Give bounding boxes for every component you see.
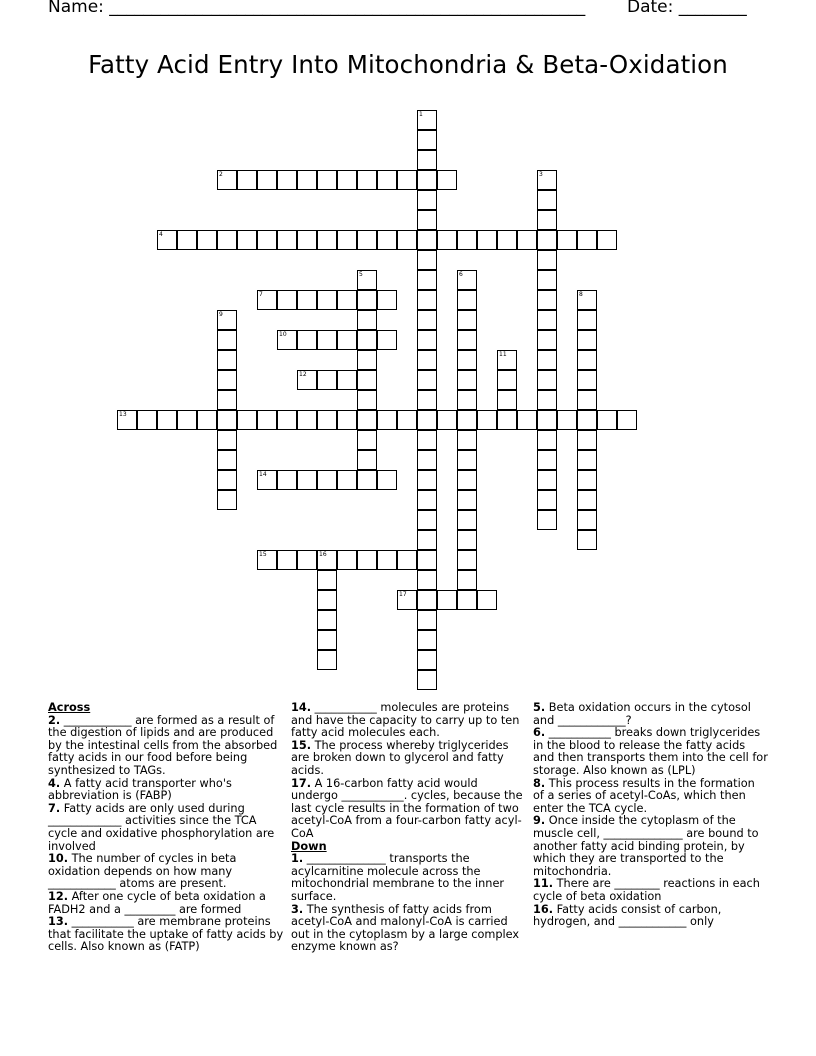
crossword-cell[interactable] xyxy=(257,170,277,190)
crossword-cell[interactable] xyxy=(497,390,517,410)
crossword-cell[interactable] xyxy=(237,410,257,430)
crossword-cell[interactable] xyxy=(457,230,477,250)
crossword-cell[interactable] xyxy=(157,230,177,250)
crossword-cell[interactable] xyxy=(337,370,357,390)
crossword-cell[interactable] xyxy=(417,170,437,190)
crossword-cell[interactable] xyxy=(537,310,557,330)
crossword-cell[interactable] xyxy=(457,510,477,530)
crossword-cell[interactable] xyxy=(197,410,217,430)
crossword-cell[interactable] xyxy=(457,390,477,410)
crossword-cell[interactable] xyxy=(457,430,477,450)
crossword-cell[interactable] xyxy=(417,650,437,670)
crossword-cell[interactable] xyxy=(417,370,437,390)
crossword-cell[interactable] xyxy=(497,410,517,430)
crossword-cell[interactable] xyxy=(417,270,437,290)
crossword-cell[interactable] xyxy=(357,390,377,410)
crossword-cell[interactable] xyxy=(317,470,337,490)
clue-number: 4 xyxy=(159,231,163,238)
crossword-cell[interactable] xyxy=(237,230,257,250)
crossword-cell[interactable] xyxy=(557,410,577,430)
clue-number: 5 xyxy=(359,271,363,278)
crossword-cell[interactable] xyxy=(277,330,297,350)
crossword-cell[interactable] xyxy=(217,390,237,410)
crossword-cell[interactable] xyxy=(477,590,497,610)
crossword-cell[interactable] xyxy=(497,350,517,370)
crossword-cell[interactable] xyxy=(397,170,417,190)
crossword-cell[interactable] xyxy=(317,370,337,390)
crossword-cell[interactable] xyxy=(457,270,477,290)
crossword-cell[interactable] xyxy=(337,290,357,310)
crossword-cell[interactable] xyxy=(337,230,357,250)
crossword-cell[interactable] xyxy=(297,370,317,390)
crossword-cell[interactable] xyxy=(417,250,437,270)
crossword-cell[interactable] xyxy=(297,410,317,430)
crossword-cell[interactable] xyxy=(257,410,277,430)
crossword-cell[interactable] xyxy=(457,410,477,430)
clue-down-11: 11. There are ________ reactions in each cycle of beta oxidation xyxy=(533,877,760,903)
crossword-cell[interactable] xyxy=(577,530,597,550)
crossword-cell[interactable] xyxy=(597,410,617,430)
crossword-cell[interactable] xyxy=(417,550,437,570)
crossword-cell[interactable] xyxy=(297,230,317,250)
clue-number: 11 xyxy=(499,351,507,358)
clues-column-2 xyxy=(291,702,523,954)
clue-number: 10 xyxy=(279,331,287,338)
clue-number: 13 xyxy=(119,411,127,418)
crossword-cell[interactable] xyxy=(297,550,317,570)
crossword-cell[interactable] xyxy=(417,490,437,510)
crossword-cell[interactable] xyxy=(437,590,457,610)
crossword-cell[interactable] xyxy=(277,230,297,250)
crossword-cell[interactable] xyxy=(417,150,437,170)
clue-number: 12 xyxy=(299,371,307,378)
crossword-cell[interactable] xyxy=(537,410,557,430)
crossword-cell[interactable] xyxy=(357,370,377,390)
crossword-cell[interactable] xyxy=(357,470,377,490)
crossword-cell[interactable] xyxy=(537,510,557,530)
crossword-cell[interactable] xyxy=(537,430,557,450)
crossword-cell[interactable] xyxy=(357,230,377,250)
clue-number: 9 xyxy=(219,311,223,318)
crossword-cell[interactable] xyxy=(477,410,497,430)
crossword-cell[interactable] xyxy=(317,650,337,670)
crossword-cell[interactable] xyxy=(317,590,337,610)
clue-down-1: 1. ______________ transports the acylcarnitine molecule across the mitochondrial membrane to the inner surface. xyxy=(291,852,505,903)
crossword-cell[interactable] xyxy=(277,410,297,430)
crossword-cell[interactable] xyxy=(217,490,237,510)
crossword-cell[interactable] xyxy=(517,230,537,250)
crossword-cell[interactable] xyxy=(457,370,477,390)
crossword-cell[interactable] xyxy=(217,430,237,450)
crossword-cell[interactable] xyxy=(537,330,557,350)
crossword-cell[interactable] xyxy=(457,550,477,570)
crossword-cell[interactable] xyxy=(417,630,437,650)
crossword-cell[interactable] xyxy=(317,330,337,350)
crossword-cell[interactable] xyxy=(417,510,437,530)
crossword-cell[interactable] xyxy=(357,330,377,350)
crossword-cell[interactable] xyxy=(457,330,477,350)
crossword-cell[interactable] xyxy=(417,570,437,590)
clue-number: 16 xyxy=(319,551,327,558)
crossword-cell[interactable] xyxy=(257,290,277,310)
crossword-cell[interactable] xyxy=(417,290,437,310)
crossword-cell[interactable] xyxy=(457,530,477,550)
crossword-cell[interactable] xyxy=(577,410,597,430)
crossword-cell[interactable] xyxy=(217,330,237,350)
crossword-cell[interactable] xyxy=(537,210,557,230)
crossword-cell[interactable] xyxy=(337,170,357,190)
crossword-cell[interactable] xyxy=(337,470,357,490)
clue-across-4: 4. A fatty acid transporter who's abbreviation is (FABP) xyxy=(48,776,232,803)
clue-across-10: 10. The number of cycles in beta oxidation depends on how many ____________ atoms are present. xyxy=(48,852,237,891)
crossword-cell[interactable] xyxy=(477,230,497,250)
crossword-cell[interactable] xyxy=(417,130,437,150)
crossword-cell[interactable] xyxy=(277,550,297,570)
crossword-cell[interactable] xyxy=(577,430,597,450)
crossword-cell[interactable] xyxy=(317,410,337,430)
crossword-cell[interactable] xyxy=(577,370,597,390)
clue-number: 15 xyxy=(259,551,267,558)
clue-down-6: 6. ___________ breaks down triglycerides in the blood to release the fatty acids and then transports them into the cell for storage. Also known as (LPL) xyxy=(533,726,768,777)
clue-down-9: 9. Once inside the cytoplasm of the muscle cell, ______________ are bound to another fatty acid binding protein, by which they are transported to the mitochondria. xyxy=(533,814,759,878)
clue-number: 17 xyxy=(399,591,407,598)
crossword-cell[interactable] xyxy=(497,230,517,250)
crossword-cell[interactable] xyxy=(417,210,437,230)
clue-down-5: 5. Beta oxidation occurs in the cytosol and ____________? xyxy=(533,701,751,727)
crossword-cell[interactable] xyxy=(537,350,557,370)
crossword-cell[interactable] xyxy=(417,670,437,690)
crossword-cell[interactable] xyxy=(377,470,397,490)
crossword-cell[interactable] xyxy=(577,330,597,350)
crossword-cell[interactable] xyxy=(457,450,477,470)
crossword-cell[interactable] xyxy=(577,290,597,310)
clue-across-14: 14. ___________ molecules are proteins and have the capacity to carry up to ten fatty acid molecules each. xyxy=(291,701,520,740)
crossword-cell[interactable] xyxy=(317,610,337,630)
crossword-cell[interactable] xyxy=(537,450,557,470)
crossword-cell[interactable] xyxy=(377,550,397,570)
clue-across-13: 13. ___________ are membrane proteins that facilitate the uptake of fatty acids by cells. Also known as (FATP) xyxy=(48,915,284,954)
crossword-cell[interactable] xyxy=(577,310,597,330)
crossword-cell[interactable] xyxy=(457,590,477,610)
crossword-cell[interactable] xyxy=(257,550,277,570)
clue-number: 7 xyxy=(259,291,263,298)
crossword-cell[interactable] xyxy=(357,450,377,470)
crossword-cell[interactable] xyxy=(537,230,557,250)
crossword-cell[interactable] xyxy=(417,410,437,430)
crossword-cell[interactable] xyxy=(417,390,437,410)
crossword-cell[interactable] xyxy=(377,170,397,190)
crossword-cell[interactable] xyxy=(397,550,417,570)
crossword-cell[interactable] xyxy=(457,350,477,370)
clues-column-1 xyxy=(48,702,284,954)
crossword-cell[interactable] xyxy=(537,270,557,290)
crossword-cell[interactable] xyxy=(417,230,437,250)
crossword-cell[interactable] xyxy=(417,590,437,610)
crossword-cell[interactable] xyxy=(217,170,237,190)
crossword-cell[interactable] xyxy=(357,350,377,370)
crossword-cell[interactable] xyxy=(337,410,357,430)
crossword-cell[interactable] xyxy=(577,390,597,410)
crossword-cell[interactable] xyxy=(577,350,597,370)
clue-number: 8 xyxy=(579,291,583,298)
crossword-cell[interactable] xyxy=(277,470,297,490)
clue-down-3: 3. The synthesis of fatty acids from acetyl-CoA and malonyl-CoA is carried out in the cytoplasm by a large complex enzyme known as? xyxy=(291,902,520,954)
clue-number: 3 xyxy=(539,171,543,178)
date-field-label: Date: ________ xyxy=(627,0,747,17)
crossword-cell[interactable] xyxy=(457,470,477,490)
clue-down-16: 16. Fatty acids consist of carbon, hydrogen, and ____________ only xyxy=(533,902,722,929)
crossword-cell[interactable] xyxy=(577,450,597,470)
crossword-cell[interactable] xyxy=(537,190,557,210)
crossword-cell[interactable] xyxy=(417,610,437,630)
crossword-cell[interactable] xyxy=(257,470,277,490)
clue-number: 2 xyxy=(219,171,223,178)
crossword-cell[interactable] xyxy=(357,170,377,190)
crossword-cell[interactable] xyxy=(357,410,377,430)
page-title: Fatty Acid Entry Into Mitochondria & Beta-Oxidation xyxy=(88,50,728,79)
crossword-cell[interactable] xyxy=(397,230,417,250)
crossword-cell[interactable] xyxy=(117,410,137,430)
crossword-cell[interactable] xyxy=(217,230,237,250)
crossword-cell[interactable] xyxy=(217,370,237,390)
clue-across-2: 2. ____________ are formed as a result of the digestion of lipids and are produced by the intestinal cells from the absorbed fatty acids in our food before being synthesized to TAGs. xyxy=(48,713,278,777)
crossword-cell[interactable] xyxy=(137,410,157,430)
clue-number: 14 xyxy=(259,471,267,478)
crossword-cell[interactable] xyxy=(397,590,417,610)
crossword-cell[interactable] xyxy=(357,290,377,310)
crossword-cell[interactable] xyxy=(457,570,477,590)
crossword-cell[interactable] xyxy=(537,370,557,390)
crossword-cell[interactable] xyxy=(437,230,457,250)
crossword-cell[interactable] xyxy=(337,330,357,350)
crossword-cell[interactable] xyxy=(197,230,217,250)
crossword-cell[interactable] xyxy=(377,230,397,250)
crossword-cell[interactable] xyxy=(317,630,337,650)
crossword-cell[interactable] xyxy=(397,410,417,430)
crossword-cell[interactable] xyxy=(217,470,237,490)
crossword-cell[interactable] xyxy=(417,110,437,130)
crossword-cell[interactable] xyxy=(297,290,317,310)
crossword-cell[interactable] xyxy=(217,350,237,370)
crossword-cell[interactable] xyxy=(357,550,377,570)
crossword-cell[interactable] xyxy=(377,290,397,310)
clue-number: 6 xyxy=(459,271,463,278)
crossword-cell[interactable] xyxy=(537,290,557,310)
clue-down-8: 8. This process results in the formation of a series of acetyl-CoAs, which then enter the TCA cycle. xyxy=(533,776,755,815)
crossword-cell[interactable] xyxy=(217,310,237,330)
crossword-cell[interactable] xyxy=(337,550,357,570)
crossword-cell[interactable] xyxy=(317,570,337,590)
crossword-cell[interactable] xyxy=(317,290,337,310)
crossword-cell[interactable] xyxy=(537,390,557,410)
crossword-cell[interactable] xyxy=(297,470,317,490)
crossword-cell[interactable] xyxy=(217,450,237,470)
crossword-cell[interactable] xyxy=(417,450,437,470)
crossword-cell[interactable] xyxy=(577,230,597,250)
crossword-cell[interactable] xyxy=(597,230,617,250)
crossword-cell[interactable] xyxy=(577,510,597,530)
crossword-cell[interactable] xyxy=(157,410,177,430)
crossword-cell[interactable] xyxy=(217,410,237,430)
crossword-cell[interactable] xyxy=(537,470,557,490)
crossword-cell[interactable] xyxy=(417,190,437,210)
crossword-cell[interactable] xyxy=(457,310,477,330)
clue-across-7: 7. Fatty acids are only used during _____________ activities since the TCA cycle and oxidative phosphorylation are involved xyxy=(48,801,275,853)
crossword-cell[interactable] xyxy=(417,350,437,370)
crossword-cell[interactable] xyxy=(437,410,457,430)
down-heading: Down xyxy=(291,839,327,853)
crossword-cell[interactable] xyxy=(357,310,377,330)
crossword-cell[interactable] xyxy=(177,230,197,250)
crossword-cell[interactable] xyxy=(537,250,557,270)
crossword-cell[interactable] xyxy=(417,430,437,450)
crossword-cell[interactable] xyxy=(317,170,337,190)
name-field-label: Name: ________________________________________________________ xyxy=(48,0,586,17)
crossword-cell[interactable] xyxy=(277,290,297,310)
crossword-cell[interactable] xyxy=(417,310,437,330)
clue-across-15: 15. The process whereby triglycerides are broken down to glycerol and fatty acids. xyxy=(291,738,509,777)
crossword-cell[interactable] xyxy=(557,230,577,250)
crossword-cell[interactable] xyxy=(317,230,337,250)
crossword-cell[interactable] xyxy=(437,170,457,190)
crossword-cell[interactable] xyxy=(497,370,517,390)
clue-across-17: 17. A 16-carbon fatty acid would undergo ___________. cycles, because the last cycle results in the formation of two acetyl-CoA from a four-carbon fatty acyl-CoA xyxy=(291,776,523,840)
crossword-cell[interactable] xyxy=(357,430,377,450)
crossword-cell[interactable] xyxy=(517,410,537,430)
crossword-cell[interactable] xyxy=(357,270,377,290)
across-heading: Across xyxy=(48,701,91,714)
crossword-cell[interactable] xyxy=(417,470,437,490)
crossword-cell[interactable] xyxy=(417,530,437,550)
clue-across-12: 12. After one cycle of beta oxidation a FADH2 and a _________ are formed xyxy=(48,889,266,916)
crossword-cell[interactable] xyxy=(537,170,557,190)
crossword-cell[interactable] xyxy=(377,410,397,430)
crossword-cell[interactable] xyxy=(417,330,437,350)
crossword-cell[interactable] xyxy=(297,330,317,350)
crossword-cell[interactable] xyxy=(577,470,597,490)
crossword-cell[interactable] xyxy=(317,550,337,570)
crossword-cell[interactable] xyxy=(457,490,477,510)
crossword-cell[interactable] xyxy=(577,490,597,510)
crossword-cell[interactable] xyxy=(457,290,477,310)
crossword-cell[interactable] xyxy=(177,410,197,430)
crossword-cell[interactable] xyxy=(257,230,277,250)
clue-number: 1 xyxy=(419,111,423,118)
crossword-cell[interactable] xyxy=(537,490,557,510)
crossword-cell[interactable] xyxy=(617,410,637,430)
crossword-cell[interactable] xyxy=(377,330,397,350)
crossword-cell[interactable] xyxy=(237,170,257,190)
crossword-cell[interactable] xyxy=(297,170,317,190)
clues-column-3 xyxy=(533,702,769,929)
crossword-cell[interactable] xyxy=(277,170,297,190)
